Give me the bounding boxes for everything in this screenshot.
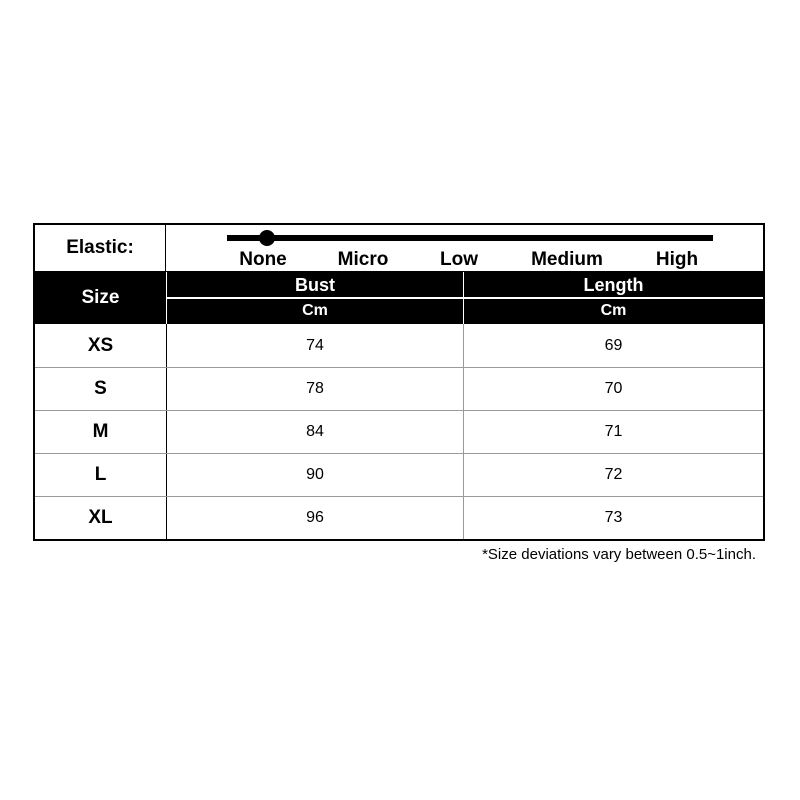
bust-cell: 78 — [306, 380, 324, 397]
header-size: Size — [81, 287, 120, 308]
header-bust-unit: Cm — [302, 302, 328, 319]
header-length: Length — [583, 274, 644, 295]
size-cell: M — [92, 421, 109, 442]
table-row — [35, 324, 763, 367]
size-cell: XL — [88, 507, 113, 528]
bust-cell: 96 — [306, 509, 324, 526]
table-header — [35, 272, 763, 324]
bust-cell: 90 — [306, 466, 324, 483]
header-length-unit: Cm — [600, 302, 627, 319]
table-row — [35, 367, 763, 410]
elastic-level-micro: Micro — [337, 249, 389, 270]
elastic-level-high: High — [655, 249, 699, 270]
size-cell: L — [94, 464, 107, 485]
elastic-level-low: Low — [440, 249, 478, 270]
bust-cell: 74 — [306, 336, 324, 354]
elastic-level-medium: Medium — [531, 249, 603, 270]
length-cell: 73 — [604, 509, 623, 526]
table-row — [35, 453, 763, 496]
table-row — [35, 410, 763, 453]
size-cell: XS — [87, 334, 114, 356]
elastic-level-none: None — [239, 249, 287, 270]
table-row — [35, 496, 763, 539]
size-chart — [33, 223, 765, 541]
length-cell: 71 — [604, 423, 623, 440]
bust-cell: 84 — [306, 423, 324, 440]
elastic-label: Elastic: — [35, 225, 166, 271]
length-cell: 69 — [604, 336, 623, 354]
length-cell: 70 — [604, 380, 623, 397]
header-bust: Bust — [295, 274, 335, 295]
size-cell: S — [94, 378, 107, 399]
length-cell: 72 — [604, 466, 623, 483]
elastic-scale-track — [227, 235, 713, 241]
elastic-scale-knob — [259, 230, 275, 246]
elastic-row — [35, 225, 763, 272]
size-deviation-note: *Size deviations vary between 0.5~1inch. — [482, 546, 756, 563]
